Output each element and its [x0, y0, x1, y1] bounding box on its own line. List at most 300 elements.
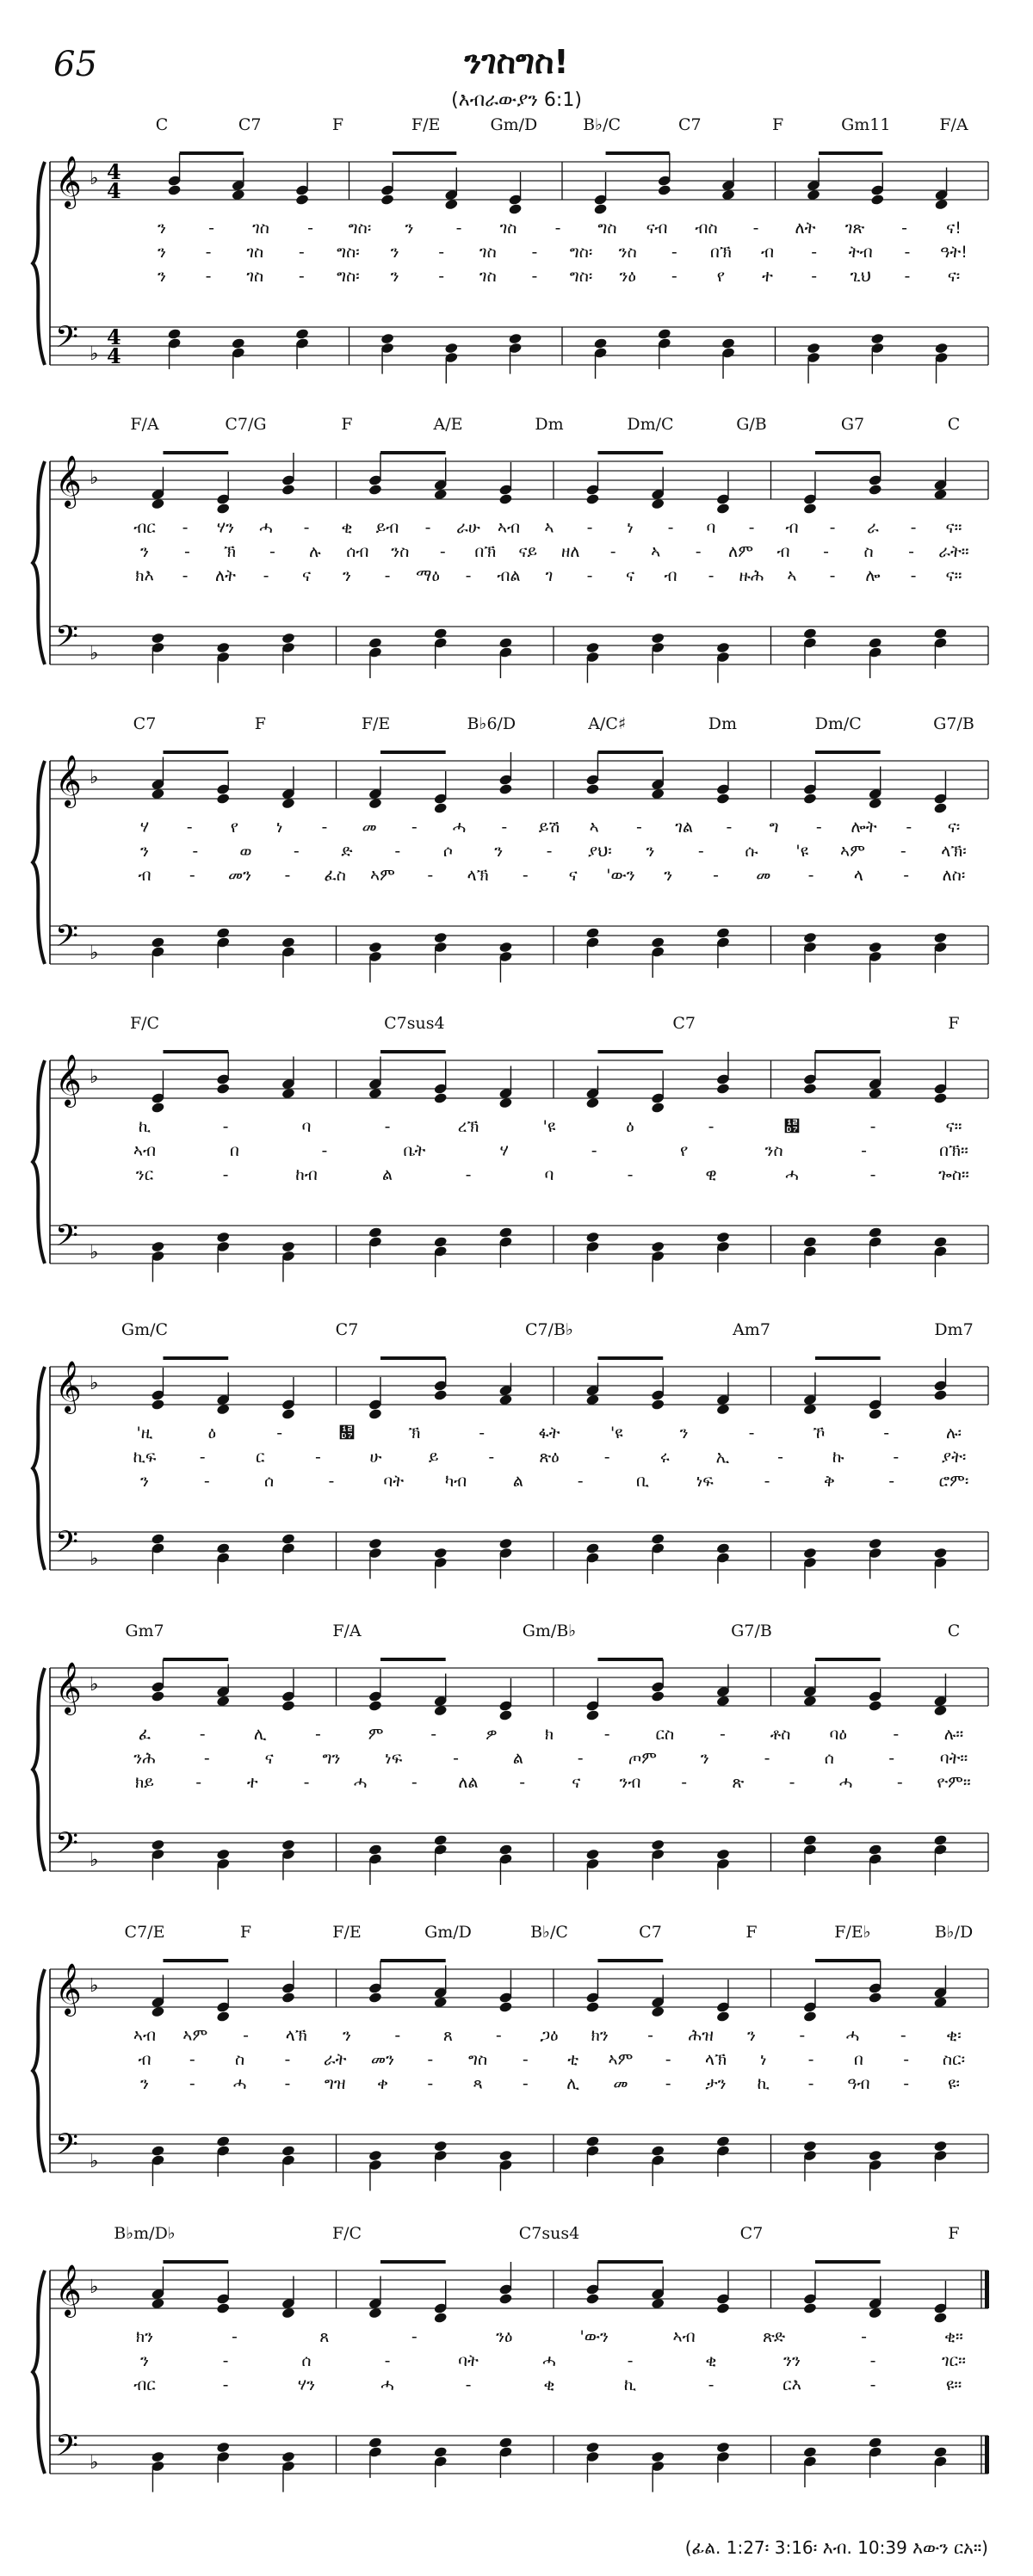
system-brace [33, 761, 45, 964]
lyric-syllable: - [411, 1773, 418, 1792]
lyric-syllable: - [861, 1141, 867, 1160]
chord-symbol: Dm/C [627, 415, 674, 434]
lyric-syllable: ሓ [785, 1165, 799, 1184]
staff-svg [0, 711, 1033, 1004]
lyric-syllable: - [438, 243, 445, 262]
bass-notehead [933, 2140, 948, 2152]
lyric-syllable: - [455, 219, 462, 238]
lyric-syllable: - [321, 1141, 328, 1160]
bass-clef-icon: 𝄢 [55, 1524, 79, 1566]
lyric-syllable: ንስ [391, 542, 410, 561]
key-signature-flat: ♭ [90, 168, 99, 189]
chord-symbol: Gm11 [841, 115, 891, 134]
lyric-syllable: ግስ፡ [569, 267, 593, 286]
lyric-syllable: ሉ [309, 542, 321, 561]
lyric-syllable: ግስ [467, 2050, 488, 2069]
lyric-syllable: ዮም። [937, 1773, 971, 1792]
lyric-syllable: ን [158, 267, 166, 286]
lyric-syllable: ሓ [542, 2351, 556, 2370]
lyric-syllable: ላኽ፡ [941, 842, 967, 861]
lyric-syllable: - [411, 2327, 418, 2346]
bass-clef-icon: 𝄢 [55, 2127, 79, 2169]
lyric-syllable: ን [140, 842, 149, 861]
lyric-syllable: ርእ [782, 2375, 801, 2394]
bass-notehead [444, 342, 459, 354]
lyric-syllable: ንር [135, 1165, 154, 1184]
chord-symbol: F [254, 714, 266, 733]
lyric-syllable: ል [512, 1749, 523, 1768]
treble-notehead [585, 1709, 600, 1721]
treble-notehead [368, 484, 383, 496]
lyric-syllable: - [186, 818, 193, 837]
key-signature-flat: ♭ [90, 1850, 99, 1871]
lyric-syllable: ኩ [832, 1448, 844, 1467]
bass-notehead [498, 941, 513, 953]
lyric-syllable: ና፡ [947, 818, 961, 837]
treble-notehead [585, 2293, 600, 2305]
treble-clef-icon: 𝄞 [55, 455, 82, 507]
bass-notehead [593, 337, 608, 349]
lyric-syllable: - [764, 1472, 770, 1491]
lyric-syllable: በ [853, 2050, 863, 2069]
lyric-syllable: - [903, 2074, 910, 2093]
treble-clef-icon: 𝄞 [55, 1963, 82, 2015]
lyric-syllable: ክን [135, 2327, 154, 2346]
chord-symbol: F/E [361, 714, 391, 733]
treble-notehead [585, 493, 600, 505]
lyric-syllable: ና። [945, 1117, 962, 1136]
lyric-syllable: - [411, 818, 418, 837]
lyric-syllable: ሓ [353, 1773, 368, 1792]
treble-notehead [658, 184, 672, 196]
lyric-syllable: ቂ [705, 2351, 717, 2370]
time-signature: 4 [107, 159, 121, 184]
bass-notehead [151, 2145, 165, 2157]
chord-symbol: G7/B [731, 1622, 772, 1640]
lyric-syllable: ሉ። [943, 1725, 964, 1744]
treble-notehead [151, 1690, 165, 1702]
lyric-syllable: ንን [783, 2351, 801, 2370]
staff-svg [0, 411, 1033, 704]
lyric-syllable: የ [230, 818, 239, 837]
key-signature-flat: ♭ [90, 1066, 99, 1088]
lyric-syllable: ግስ፡ [337, 243, 360, 262]
lyric-syllable: - [671, 267, 677, 286]
lyric-syllable: ንስ [764, 1141, 783, 1160]
bass-notehead [585, 1848, 600, 1860]
treble-clef-icon: 𝄞 [55, 1054, 82, 1106]
lyric-syllable: ትብ [848, 243, 873, 262]
footer-references: (ፊል. 1:27፡ 3:16፡ እብ. 10:39 እውን ርአ።) [684, 2537, 988, 2558]
chord-symbol: C7/G [225, 415, 267, 434]
lyric-syllable: ቲ [567, 2050, 579, 2069]
lyric-syllable: ወ [239, 842, 252, 861]
treble-clef-icon: 𝄞 [55, 1361, 82, 1412]
lyric-syllable: ኣም [608, 2050, 634, 2069]
lyric-syllable: - [189, 866, 195, 885]
lyric-syllable: ጸ [319, 2327, 330, 2346]
lyric-syllable: ድ [341, 842, 353, 861]
lyric-syllable: - [199, 1725, 206, 1744]
lyric-syllable: ዎ [486, 1725, 498, 1744]
lyric-syllable: ና [572, 1773, 581, 1792]
lyric-syllable: ላ [853, 866, 863, 885]
chord-symbol: Gm/D [490, 115, 538, 134]
lyric-syllable: ና። [945, 566, 962, 585]
lyric-syllable: - [195, 1773, 202, 1792]
lyric-syllable: - [695, 542, 702, 561]
lyric-syllable: - [303, 1773, 310, 1792]
lyric-syllable: ሰ [264, 1472, 275, 1491]
lyric-syllable: - [205, 243, 212, 262]
lyric-syllable: ን [158, 219, 166, 238]
lyric-syllable: ይ [428, 1448, 439, 1467]
lyric-syllable: - [627, 1165, 634, 1184]
chord-symbol: C7/B♭ [525, 1320, 573, 1339]
lyric-syllable: - [307, 219, 313, 238]
lyric-syllable: - [222, 1165, 229, 1184]
treble-clef-icon: 𝄞 [55, 156, 82, 207]
lyric-syllable: ዗ [338, 1424, 356, 1442]
lyric-syllable: ቀ [377, 2074, 388, 2093]
lyric-syllable: ከብ [295, 1165, 318, 1184]
lyric-syllable: - [314, 1725, 321, 1744]
bass-clef-icon: 𝄢 [55, 1825, 79, 1868]
time-signature: 4 [107, 324, 121, 349]
lyric-syllable: - [910, 566, 917, 585]
lyric-syllable: ን [664, 866, 673, 885]
lyric-syllable: ግስ [597, 219, 617, 238]
chord-symbol: F [341, 415, 353, 434]
chord-symbol: Gm7 [125, 1622, 164, 1640]
lyric-syllable: - [269, 542, 275, 561]
lyric-syllable: - [519, 1773, 526, 1792]
lyric-syllable: ራ [867, 518, 879, 537]
lyric-syllable: ያት፡ [941, 1448, 967, 1467]
lyric-syllable: - [182, 518, 189, 537]
treble-notehead [716, 503, 731, 515]
bass-notehead [721, 337, 736, 349]
lyric-syllable: - [438, 267, 445, 286]
lyric-syllable: ስ [863, 542, 874, 561]
chord-symbol: C [155, 115, 169, 134]
lyric-syllable: ኣብ [672, 2327, 696, 2346]
treble-notehead [433, 1389, 448, 1401]
lyric-syllable: ሰብ [346, 542, 369, 561]
hymn-number: 65 [53, 45, 97, 84]
treble-notehead [803, 1083, 818, 1095]
bass-notehead [651, 1838, 665, 1850]
lyric-syllable: ኽ [223, 542, 236, 561]
lyric-syllable: ኪ [138, 1117, 152, 1136]
treble-clef-icon: 𝄞 [55, 2264, 82, 2316]
lyric-syllable: ኪፍ [133, 1448, 157, 1467]
lyric-syllable: ኣብ [497, 518, 521, 537]
lyric-syllable: - [789, 1773, 795, 1792]
lyric-syllable: ክን [591, 2026, 609, 2045]
lyric-syllable: - [807, 866, 814, 885]
lyric-syllable: ን [390, 243, 399, 262]
system-brace [33, 1668, 45, 1871]
lyric-syllable: - [394, 2026, 401, 2045]
lyric-syllable: 'ውን [606, 866, 635, 885]
bass-notehead [281, 2450, 296, 2462]
treble-notehead [498, 1709, 513, 1721]
bass-notehead [803, 2446, 818, 2458]
lyric-syllable: - [488, 1448, 495, 1467]
lyric-syllable: - [554, 219, 561, 238]
lyric-syllable: - [869, 1117, 876, 1136]
bass-notehead [870, 332, 885, 344]
lyric-syllable: ሮም፡ [938, 1472, 969, 1491]
bass-notehead [433, 931, 448, 943]
lyric-syllable: - [764, 1749, 770, 1768]
lyric-syllable: ኣም [840, 842, 865, 861]
lyric-syllable: - [453, 1749, 459, 1768]
lyric-syllable: ካብ [444, 1472, 467, 1491]
lyric-syllable: ጐስ። [938, 1165, 969, 1184]
lyric-syllable: ን [646, 842, 655, 861]
lyric-syllable: ሰ [824, 1749, 834, 1768]
lyric-syllable: - [665, 2074, 671, 2093]
lyric-syllable: ታን [705, 2074, 727, 2093]
lyric-syllable: ነ [627, 518, 634, 537]
system-brace [33, 1367, 45, 1570]
bass-notehead [216, 1231, 231, 1243]
bass-clef-icon: 𝄢 [55, 619, 79, 661]
lyric-syllable: ን [679, 1424, 689, 1442]
lyric-syllable: ሱ [745, 842, 758, 861]
lyric-syllable: - [184, 542, 190, 561]
lyric-syllable: ላኽ [705, 2050, 727, 2069]
lyric-syllable: ንብ [619, 1773, 641, 1792]
treble-notehead [651, 1690, 665, 1702]
lyric-syllable: ቢ [635, 1472, 649, 1491]
lyric-syllable: ሓ [838, 1773, 853, 1792]
lyric-syllable: - [531, 267, 538, 286]
lyric-syllable: ብ [785, 518, 799, 537]
lyric-syllable: ሓ [259, 518, 273, 537]
chord-symbol: B♭m/D♭ [114, 2224, 176, 2243]
lyric-syllable: ን [494, 842, 504, 861]
lyric-syllable: ቂ፡ [946, 2026, 962, 2045]
chord-symbol: G7/B [933, 714, 974, 733]
bass-notehead [933, 1236, 948, 1248]
lyric-syllable: - [752, 219, 759, 238]
lyric-syllable: ሶ [442, 842, 454, 861]
lyric-syllable: - [823, 542, 830, 561]
bass-notehead [281, 1838, 296, 1850]
chord-symbol: C7 [238, 115, 262, 134]
lyric-syllable: ይብ [375, 518, 399, 537]
bass-notehead [868, 2437, 882, 2449]
lyric-syllable: ስር፡ [942, 2050, 966, 2069]
lyric-syllable: መን [370, 2050, 395, 2069]
lyric-syllable: ም [368, 1725, 384, 1744]
treble-notehead [870, 194, 885, 206]
music-system-5 [0, 1317, 1033, 1627]
treble-notehead [716, 793, 731, 805]
lyric-syllable: ራሁ [456, 518, 480, 537]
bass-notehead [868, 1844, 882, 1856]
lyric-syllable: ግስ፡ [348, 219, 372, 238]
key-signature-flat: ♭ [90, 343, 99, 365]
bass-clef-icon: 𝄢 [55, 918, 79, 961]
lyric-syllable: ብ [760, 243, 775, 262]
chord-symbol: Gm/B♭ [522, 1622, 577, 1640]
chord-symbol: F/A [130, 415, 159, 434]
lyric-syllable: - [321, 818, 328, 837]
chord-symbol: F/E [332, 1923, 362, 1942]
lyric-syllable: - [708, 1117, 714, 1136]
lyric-syllable: - [896, 1773, 903, 1792]
lyric-syllable: - [189, 2050, 195, 2069]
lyric-syllable: ኣብ [133, 1141, 157, 1160]
lyric-syllable: - [203, 1749, 210, 1768]
bass-notehead [803, 1547, 818, 1559]
lyric-syllable: 'ዩ [609, 1424, 623, 1442]
lyric-syllable: ዕ [626, 1117, 634, 1136]
lyric-syllable: - [811, 243, 818, 262]
lyric-syllable: ኣ [589, 818, 599, 837]
lyric-syllable: - [719, 1725, 726, 1744]
lyric-syllable: - [603, 1725, 610, 1744]
chord-symbol: F [239, 1923, 252, 1942]
lyric-syllable: - [726, 818, 733, 837]
treble-notehead [295, 194, 310, 206]
lyric-syllable: ነ [275, 818, 283, 837]
music-system-6 [0, 1618, 1033, 1928]
lyric-syllable: በኽ [474, 542, 497, 561]
lyric-syllable: ማዕ [416, 566, 440, 585]
treble-notehead [368, 1700, 383, 1712]
chord-symbol: Dm [708, 714, 738, 733]
lyric-syllable: - [883, 1424, 890, 1442]
lyric-syllable: ን [343, 566, 351, 585]
treble-notehead [803, 2302, 818, 2314]
music-system-3 [0, 711, 1033, 1021]
lyric-syllable: ብል [497, 566, 521, 585]
lyric-syllable: ግስ፡ [337, 267, 360, 286]
lyric-syllable: ኽ [408, 1424, 421, 1442]
treble-notehead [716, 2011, 731, 2023]
bass-notehead [281, 632, 296, 644]
system-brace [33, 2270, 45, 2474]
lyric-syllable: ብር [133, 2375, 156, 2394]
lyric-syllable: - [908, 542, 914, 561]
chord-symbol: C7sus4 [384, 1014, 445, 1033]
lyric-syllable: ገስ [246, 243, 264, 262]
bass-notehead [868, 637, 882, 649]
bass-notehead [651, 1533, 665, 1545]
bass-notehead [803, 1236, 818, 1248]
lyric-syllable: ርስ [655, 1725, 675, 1744]
lyric-syllable: - [465, 1165, 472, 1184]
lyric-syllable: ሓ [380, 2375, 394, 2394]
lyric-syllable: ሁ [369, 1448, 382, 1467]
key-signature-flat: ♭ [90, 767, 99, 788]
bass-notehead [585, 1542, 600, 1554]
lyric-syllable: - [501, 818, 508, 837]
lyric-syllable: - [208, 219, 214, 238]
chord-symbol: F [771, 115, 784, 134]
bass-notehead [651, 2450, 665, 2462]
lyric-syllable: - [888, 1749, 895, 1768]
lyric-syllable: ግ [769, 818, 779, 837]
lyric-syllable: ጽዕ [539, 1448, 560, 1467]
lyric-syllable: ሊ [253, 1725, 267, 1744]
bass-notehead [151, 1838, 165, 1850]
final-barline [985, 2436, 989, 2474]
lyric-syllable: - [276, 1424, 283, 1442]
key-signature-flat: ♭ [90, 1975, 99, 1997]
lyric-syllable: ን [158, 243, 166, 262]
chord-symbol: F/E♭ [834, 1923, 871, 1942]
lyric-syllable: ገስ [246, 267, 264, 286]
lyric-syllable: ግስ፡ [569, 243, 593, 262]
lyric-syllable: ዓብ [847, 2074, 870, 2093]
lyric-syllable: የ [716, 267, 726, 286]
lyric-syllable: - [603, 1448, 610, 1467]
lyric-syllable: ን [140, 2351, 149, 2370]
treble-notehead [498, 493, 513, 505]
lyric-syllable: ገ [545, 566, 554, 585]
lyric-syllable: ሎ [865, 566, 881, 585]
key-signature-flat: ♭ [90, 1548, 99, 1570]
treble-notehead [585, 2001, 600, 2013]
bass-notehead [933, 1834, 948, 1846]
bass-clef-icon: 𝄢 [55, 319, 79, 361]
lyric-syllable: 'ዩ [542, 1117, 556, 1136]
music-system-1 [0, 112, 1033, 422]
chord-symbol: Dm/C [814, 714, 862, 733]
key-signature-flat: ♭ [90, 1674, 99, 1696]
lyric-syllable: - [293, 842, 300, 861]
treble-notehead [803, 2011, 818, 2023]
lyric-syllable: ሩ [659, 1448, 670, 1467]
bass-notehead [281, 1240, 296, 1252]
lyric-syllable: የ [680, 1141, 689, 1160]
hymn-header [0, 0, 1033, 111]
hymn-scripture-reference: (እብራውያን 6:1) [451, 90, 582, 111]
treble-notehead [868, 1700, 882, 1712]
lyric-syllable: በኽ [709, 243, 732, 262]
lyric-syllable: ባ [706, 518, 716, 537]
lyric-syllable: - [906, 818, 912, 837]
lyric-syllable: ቂ [341, 518, 353, 537]
lyric-syllable: - [708, 2375, 714, 2394]
lyric-syllable: - [232, 2327, 238, 2346]
lyric-syllable: መ [756, 866, 771, 885]
chord-symbol: B♭6/D [467, 714, 516, 733]
bass-notehead [716, 2441, 731, 2453]
lyric-syllable: ገል [675, 818, 694, 837]
key-signature-flat: ♭ [90, 2276, 99, 2298]
bass-notehead [216, 927, 231, 939]
lyric-syllable: - [222, 2375, 229, 2394]
lyric-syllable: ሃ [139, 818, 150, 837]
lyric-syllable: ፈ [138, 1725, 152, 1744]
bass-notehead [368, 2149, 383, 2161]
key-signature-flat: ♭ [90, 1242, 99, 1263]
treble-notehead [368, 1408, 383, 1420]
lyric-syllable: ሃ [499, 1141, 509, 1160]
lyric-syllable: - [439, 542, 446, 561]
treble-notehead [803, 503, 818, 515]
lyric-syllable: - [427, 866, 434, 885]
lyric-syllable: - [811, 267, 818, 286]
lyric-syllable: ሎት [851, 818, 877, 837]
